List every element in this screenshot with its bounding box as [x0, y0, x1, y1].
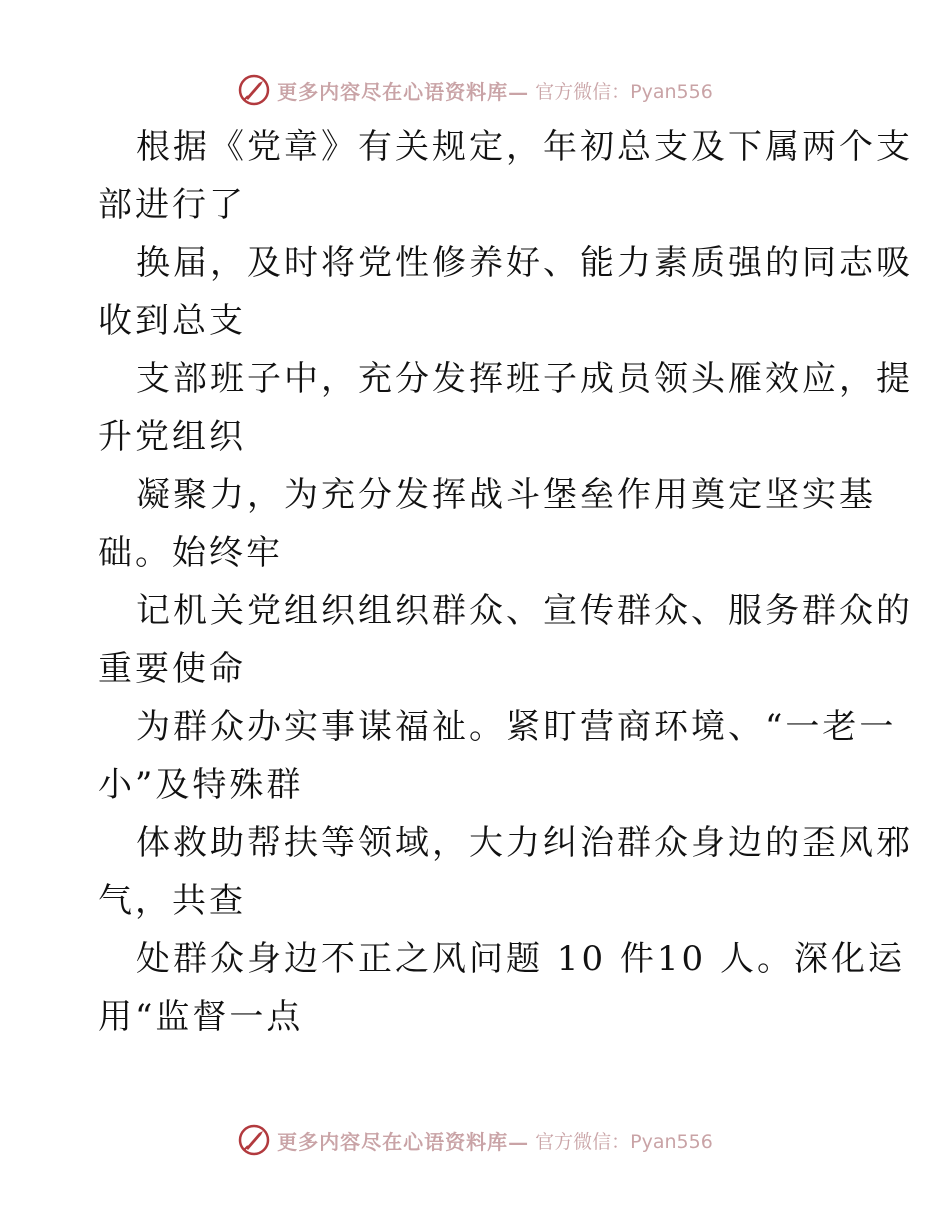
header-banner — [0, 70, 950, 110]
body-line: 部进行了 — [98, 185, 246, 225]
quill-logo-icon — [237, 1123, 271, 1157]
body-line: 为群众办实事谋福祉。紧盯营商环境、“一老一 — [136, 707, 897, 747]
footer-banner-suffix: 官方微信：Pyan556 — [535, 1130, 713, 1153]
header-banner-inner — [237, 73, 713, 107]
body-line: 体救助帮扶等领域，大力纠治群众身边的歪风邪 — [136, 823, 913, 863]
body-line: 换届，及时将党性修养好、能力素质强的同志吸 — [136, 243, 913, 283]
body-line: 升党组织 — [98, 417, 246, 457]
body-line: 气，共查 — [98, 881, 246, 921]
body-line: 础。始终牢 — [98, 533, 283, 573]
body-line: 收到总支 — [98, 301, 246, 341]
body-line: 小”及特殊群 — [98, 765, 304, 805]
footer-banner — [0, 1120, 950, 1160]
quill-logo-icon — [237, 73, 271, 107]
body-line: 重要使命 — [98, 649, 246, 689]
body-line: 用“监督一点 — [98, 997, 304, 1037]
body-line: 凝聚力，为充分发挥战斗堡垒作用奠定坚实基 — [136, 475, 876, 515]
header-banner-text: 更多内容尽在心语资料库— — [277, 79, 530, 104]
body-line: 记机关党组织组织群众、宣传群众、服务群众的 — [136, 591, 913, 631]
document-body — [98, 118, 913, 1046]
body-line: 根据《党章》有关规定，年初总支及下属两个支 — [136, 127, 913, 167]
footer-banner-inner — [237, 1123, 713, 1157]
body-line: 支部班子中，充分发挥班子成员领头雁效应，提 — [136, 359, 913, 399]
footer-banner-text: 更多内容尽在心语资料库— — [277, 1129, 530, 1154]
body-line: 处群众身边不正之风问题 10 件10 人。深化运 — [136, 939, 905, 979]
header-banner-suffix: 官方微信：Pyan556 — [535, 80, 713, 103]
